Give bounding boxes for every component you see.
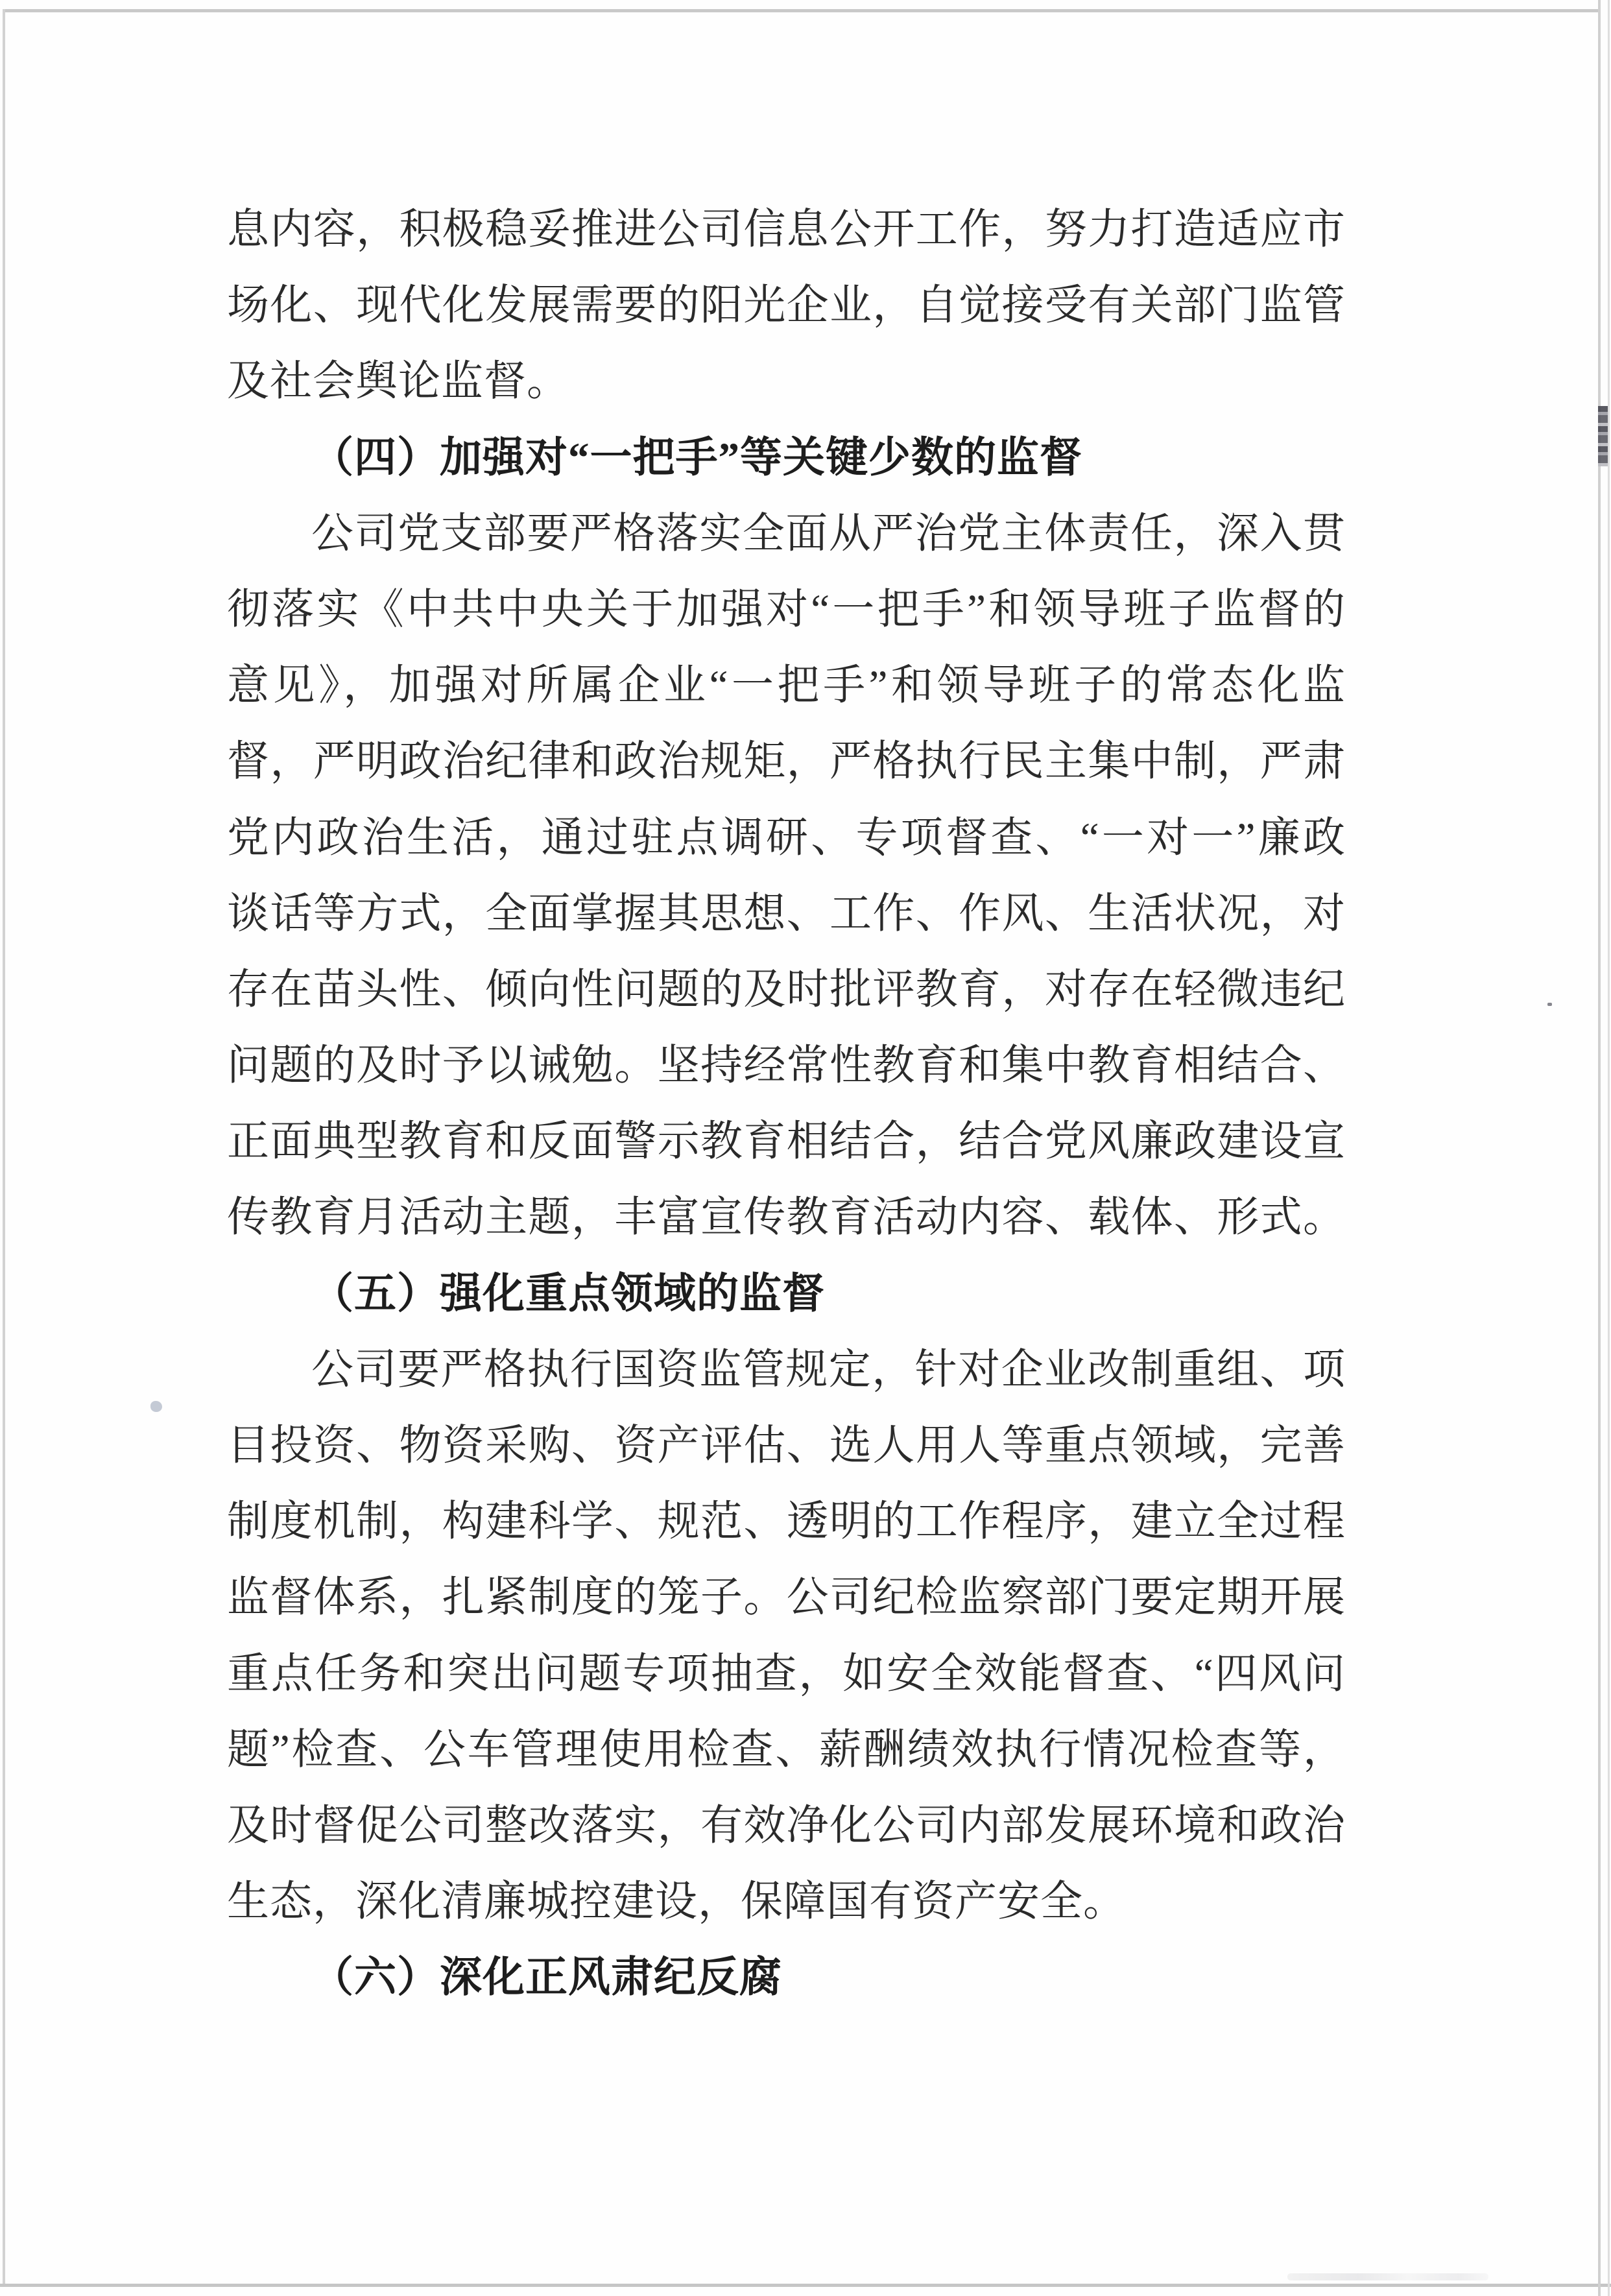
scan-artifact-right-speck xyxy=(1547,1003,1552,1006)
text-line: 题”检查、公车管理使用检查、薪酬绩效执行情况检查等， xyxy=(227,1726,1346,1773)
text-line: 目投资、物资采购、资产评估、选人用人等重点领域，完善 xyxy=(227,1422,1346,1469)
section-heading-5: （五）强化重点领域的监督 xyxy=(311,1270,826,1317)
text-line: 彻落实《中共中央关于加强对“一把手”和领导班子监督的 xyxy=(227,586,1346,633)
section-heading-4: （四）加强对“一把手”等关键少数的监督 xyxy=(311,434,1083,481)
text-line: 制度机制，构建科学、规范、透明的工作程序，建立全过程 xyxy=(227,1498,1346,1546)
text-line: 谈话等方式，全面掌握其思想、工作、作风、生活状况，对 xyxy=(227,890,1346,937)
text-line: 及社会舆论监督。 xyxy=(227,358,570,405)
section-heading-6: （六）深化正风肃纪反腐 xyxy=(311,1954,783,2002)
text-line: 公司要严格执行国资监管规定，针对企业改制重组、项 xyxy=(311,1346,1346,1393)
text-line: 息内容，积极稳妥推进公司信息公开工作，努力打造适应市 xyxy=(227,206,1346,253)
text-line: 正面典型教育和反面警示教育相结合，结合党风廉政建设宣 xyxy=(227,1118,1346,1166)
scan-artifact-bottom-smudge xyxy=(1287,2273,1488,2280)
text-line: 监督体系，扎紧制度的笼子。公司纪检监察部门要定期开展 xyxy=(227,1574,1346,1621)
text-line: 意见》，加强对所属企业“一把手”和领导班子的常态化监 xyxy=(227,662,1346,710)
text-line: 存在苗头性、倾向性问题的及时批评教育，对存在轻微违纪 xyxy=(227,966,1346,1013)
text-line: 重点任务和突出问题专项抽查，如安全效能督查、“四风问 xyxy=(227,1650,1346,1697)
text-line: 党内政治生活，通过驻点调研、专项督查、“一对一”廉政 xyxy=(227,814,1346,861)
text-line: 及时督促公司整改落实，有效净化公司内部发展环境和政治 xyxy=(227,1802,1346,1849)
scan-artifact-right-edge-smudge xyxy=(1598,406,1608,466)
text-line: 场化、现代化发展需要的阳光企业，自觉接受有关部门监管 xyxy=(227,282,1346,329)
document-text-block xyxy=(227,192,1346,2016)
page-scan-border-bottom xyxy=(0,2284,1611,2287)
page-scan-edge-right xyxy=(1608,0,1610,2296)
text-line: 问题的及时予以诫勉。坚持经常性教育和集中教育相结合、 xyxy=(227,1042,1346,1090)
text-line: 公司党支部要严格落实全面从严治党主体责任，深入贯 xyxy=(311,510,1346,557)
page-scan-border-top xyxy=(3,9,1599,12)
page-scan-border-left xyxy=(3,9,5,2287)
page-scan-border-right xyxy=(1598,0,1601,2296)
scan-artifact-left-speck xyxy=(150,1401,162,1412)
text-line: 传教育月活动主题，丰富宣传教育活动内容、载体、形式。 xyxy=(227,1194,1346,1241)
text-line: 生态，深化清廉城控建设，保障国有资产安全。 xyxy=(227,1878,1127,1926)
text-line: 督，严明政治纪律和政治规矩，严格执行民主集中制，严肃 xyxy=(227,738,1346,785)
